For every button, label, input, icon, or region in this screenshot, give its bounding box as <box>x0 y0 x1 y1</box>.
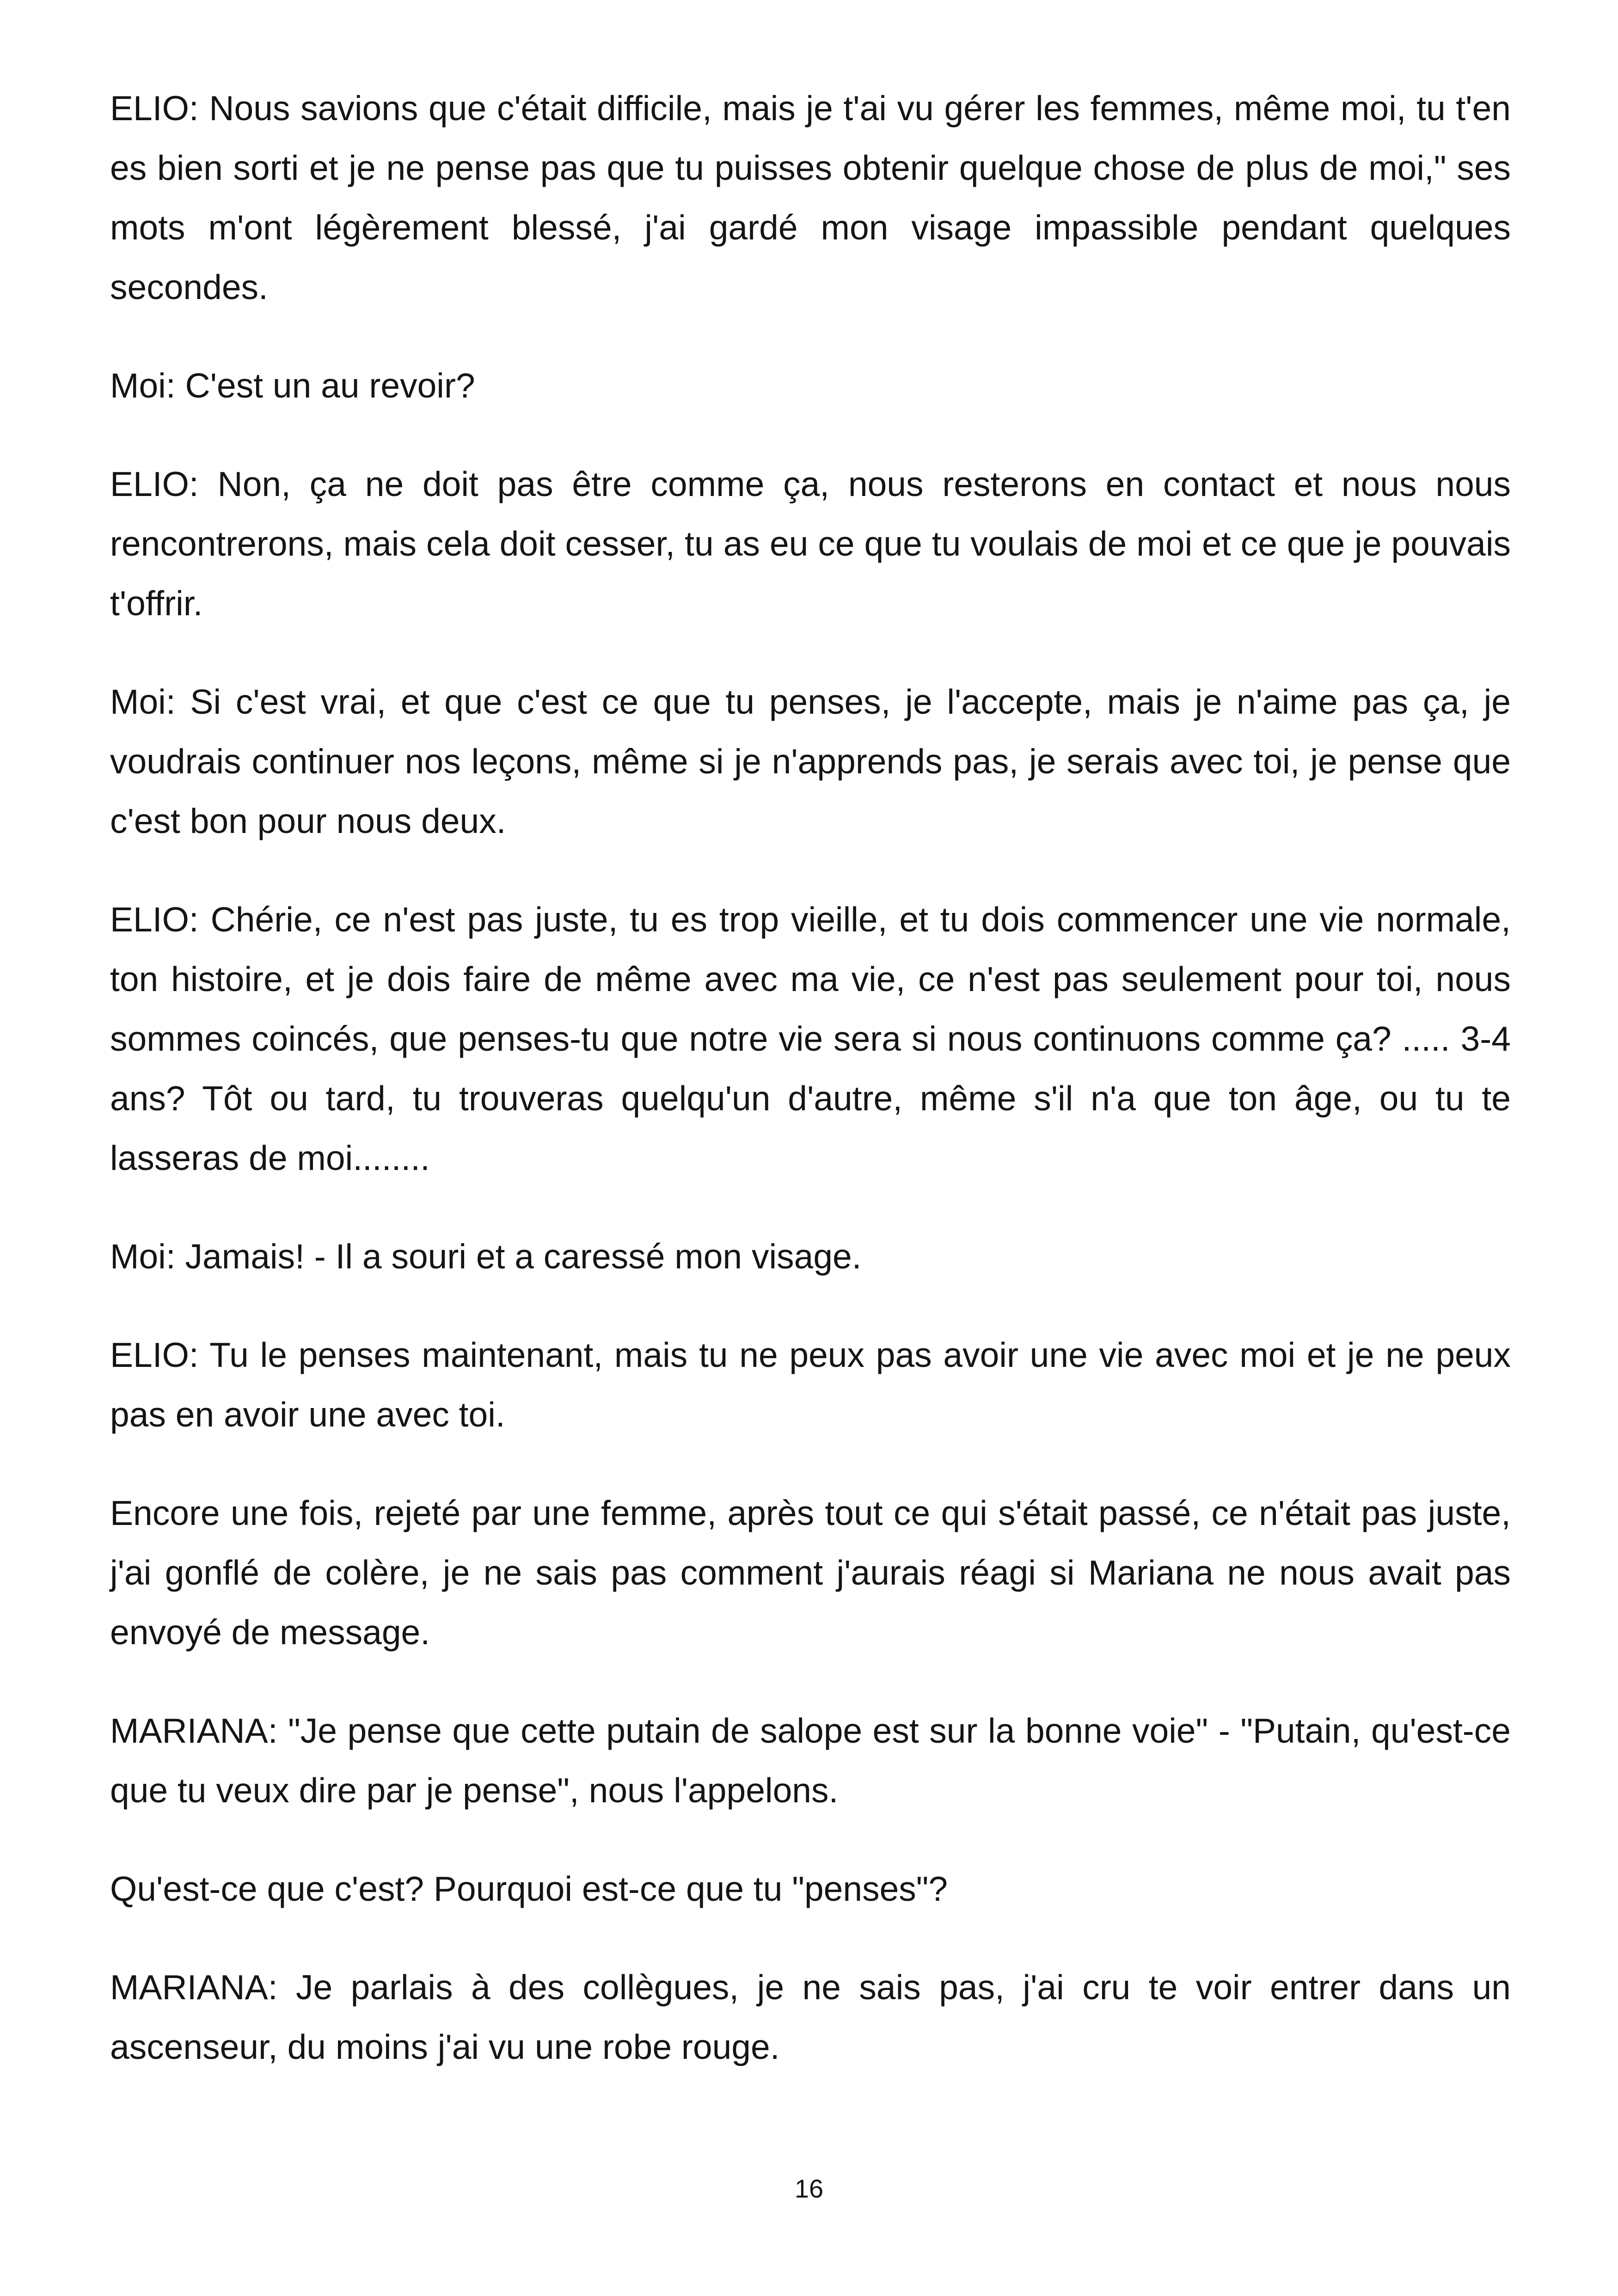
paragraph: Encore une fois, rejeté par une femme, après tout ce qui s'était passé, ce n'était pas juste, j'ai gonflé de colère, je ne sais pas comment j'aurais réagi si Mariana ne nous avait pas envoyé de message. <box>110 1494 1511 1652</box>
paragraph: ELIO: Nous savions que c'était difficile, mais je t'ai vu gérer les femmes, même moi, tu t'en es bien sorti et je ne pense pas que tu puisses obtenir quelque chose de plus de moi," ses mots m'ont légèrement blessé, j'ai gardé mon visage impassible pendant quelques secondes. <box>110 89 1511 306</box>
paragraph: ELIO: Tu le penses maintenant, mais tu ne peux pas avoir une vie avec moi et je ne peux pas en avoir une avec toi. <box>110 1335 1511 1434</box>
paragraph: Moi: C'est un au revoir? <box>110 366 475 405</box>
paragraph: MARIANA: Je parlais à des collègues, je ne sais pas, j'ai cru te voir entrer dans un ascenseur, du moins j'ai vu une robe rouge. <box>110 1968 1511 2066</box>
paragraph: Moi: Jamais! - Il a souri et a caressé mon visage. <box>110 1237 862 1276</box>
paragraph: Qu'est-ce que c'est? Pourquoi est-ce que tu "penses"? <box>110 1869 948 1908</box>
paragraph: ELIO: Non, ça ne doit pas être comme ça, nous resterons en contact et nous nous rencontrerons, mais cela doit cesser, tu as eu ce que tu voulais de moi et ce que je pouvais t'offrir. <box>110 465 1511 623</box>
paragraph: Moi: Si c'est vrai, et que c'est ce que tu penses, je l'accepte, mais je n'aime pas ça, je voudrais continuer nos leçons, même si je n'apprends pas, je serais avec toi, je pense que c'est bon pour nous deux. <box>110 682 1511 840</box>
body-text <box>110 79 1511 2116</box>
paragraph: ELIO: Chérie, ce n'est pas juste, tu es trop vieille, et tu dois commencer une vie normale, ton histoire, et je dois faire de même avec ma vie, ce n'est pas seulement pour toi, nous sommes coincés, que penses-tu que notre vie sera si nous continuons comme ça? ..... 3-4 ans? Tôt ou tard, tu trouveras quelqu'un d'autre, même s'il n'a que ton âge, ou tu te lasseras de moi........ <box>110 900 1511 1177</box>
paragraph: MARIANA: "Je pense que cette putain de salope est sur la bonne voie" - "Putain, qu'est-ce que tu veux dire par je pense", nous l'appelons. <box>110 1711 1511 1810</box>
page-number: 16 <box>794 2174 824 2203</box>
